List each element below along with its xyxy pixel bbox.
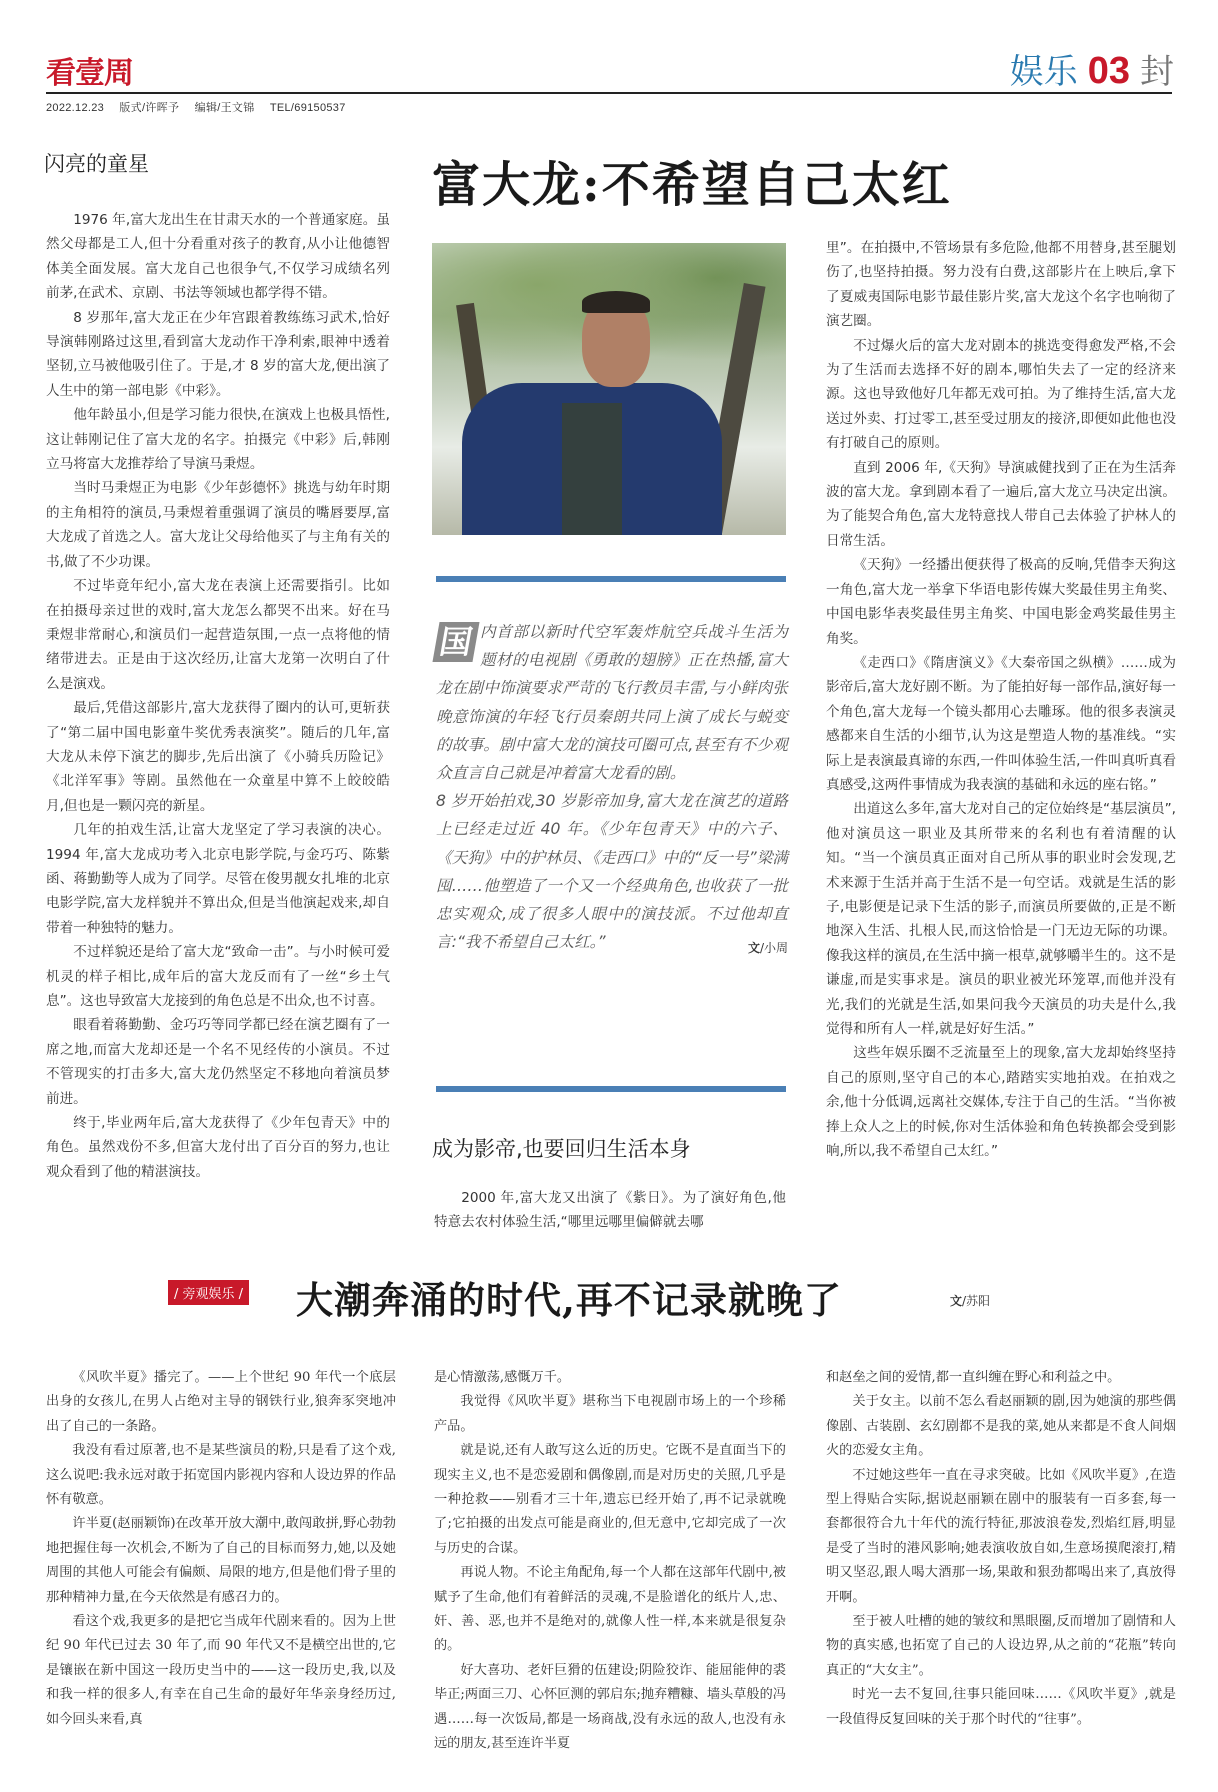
pullquote-top-bar [436,576,786,582]
paragraph: 眼看着蒋勤勤、金巧巧等同学都已经在演艺圈有了一席之地,而富大龙却还是一个名不见经传的小演员。不过不管现实的打击多大,富大龙仍然坚定不移地向着演员梦前进。 [46,1017,390,1107]
telephone: TEL/69150537 [269,102,346,114]
article-title: 富大龙:不希望自己太红 [432,157,952,213]
section-heading-child-star: 闪亮的童星 [44,152,149,176]
paragraph: 2000 年,富大龙又出演了《紫日》。为了演好角色,他特意去农村体验生活,“哪里远哪里偏僻就去哪 [434,1190,786,1231]
paragraph: 是心情激荡,感慨万千。 [434,1370,571,1385]
paragraph: 他年龄虽小,但是学习能力很快,在演戏上也极具悟性,这让韩刚记住了富大龙的名字。拍摄完《中彩》后,韩刚立马将富大龙推荐给了导演马秉煜。 [46,407,390,473]
paragraph: 里”。在拍摄中,不管场景有多危险,他都不用替身,甚至腿划伤了,也坚持拍摄。努力没有白费,这部影片在上映后,拿下了夏威夷国际电影节最佳影片奖,富大龙这个名字也响彻了演艺圈。 [826,240,1176,330]
masthead-rule [46,92,1172,94]
article2-column2 [434,1366,786,1757]
article2-column1 [46,1366,396,1732]
paragraph: 出道这么多年,富大龙对自己的定位始终是“基层演员”,他对演员这一职业及其所带来的名利也有着清醒的认知。“当一个演员真正面对自己所从事的职业时会发现,艺术来源于生活并高于生活不是一句空话。戏就是生活的影子,电影便是记录下生活的影子,而演员所要做的,正是不断地深入生活、扎根人民,而这恰恰是一门无边无际的功课。像我这样的演员,在生活中摘一根草,就够嚼半生的。这不是谦虚,而是实事求是。演员的职业被光环笼罩,而他并没有光,我们的光就是生活,如果问我今天演员的功夫是什么,我觉得和所有人一样,就是好好生活。” [826,801,1176,1037]
column-tag: / 旁观娱乐 / [168,1280,249,1305]
article2-column3 [826,1366,1176,1732]
article2-title: 大潮奔涌的时代,再不记录就晚了 [296,1278,842,1322]
masthead-logo: 看壹周 [46,56,133,91]
pull-quote [436,618,788,963]
pullquote-paragraph-1: 国 内首部以新时代空军轰炸航空兵战斗生活为题材的电视剧《勇敢的翅膀》正在热播,富大龙在剧中饰演要求严苛的飞行教员丰雷,与小鲜肉张晚意饰演的年轻飞行员秦朗共同上演了成长与蜕变的故事。剧中富大龙的演技可圈可点,甚至有不少观众直言自己就是冲着富大龙看的剧。 [436,618,788,787]
article1-column3 [826,236,1176,1163]
issue-date: 2022.12.23 [46,102,105,114]
paragraph: 不过爆火后的富大龙对剧本的挑选变得愈发严格,不会为了生活而去选择不好的剧本,哪怕失去了一定的经济来源。这也导致他好几年都无戏可拍。为了维持生活,富大龙送过外卖、打过零工,甚至受过朋友的接济,即便如此他也没有打破自己的原则。 [826,337,1176,452]
paragraph: 1976 年,富大龙出生在甘肃天水的一个普通家庭。虽然父母都是工人,但十分看重对孩子的教育,从小让他德智体美全面发展。富大龙自己也很争气,不仅学习成绩名列前茅,在武术、京剧、书法等领域也都学得不错。 [46,212,390,302]
pullquote-bottom-bar [436,1086,786,1092]
editor-credit: 编辑/王文锦 [194,102,255,114]
layout-credit: 版式/许晖予 [119,102,180,114]
paragraph: 再说人物。不论主角配角,每一个人都在这部年代剧中,被赋予了生命,他们有着鲜活的灵魂,不是脸谱化的纸片人,忠、奸、善、恶,也并不是绝对的,就像人性一样,本来就是很复杂的。 [434,1565,786,1654]
article1-column2 [434,1186,786,1235]
paragraph: 最后,凭借这部影片,富大龙获得了圈内的认可,更斩获了“第二届中国电影童牛奖优秀表演奖”。随后的几年,富大龙从未停下演艺的脚步,先后出演了《小骑兵历险记》《北洋军事》等剧。虽然他在一众童星中算不上皎皎皓月,但也是一颗闪亮的新星。 [46,700,390,814]
section-tag [1010,44,1174,93]
paragraph: 终于,毕业两年后,富大龙获得了《少年包青天》中的角色。虽然戏份不多,但富大龙付出了百分百的努力,也让观众看到了他的精湛演技。 [46,1115,390,1180]
article1-column1 [46,208,390,1184]
paragraph: 至于被人吐槽的她的皱纹和黑眼圈,反而增加了剧情和人物的真实感,也拓宽了自己的人设边界,从之前的“花瓶”转向真正的“大女主”。 [826,1614,1176,1678]
paragraph: 时光一去不复回,往事只能回味……《风吹半夏》,就是一段值得反复回味的关于那个时代的“往事”。 [826,1687,1176,1727]
paragraph: 就是说,还有人敢写这么近的历史。它既不是直面当下的现实主义,也不是恋爱剧和偶像剧,而是对历史的关照,几乎是一种抢救——别看才三十年,遗忘已经开始了,再不记录就晚了;它拍摄的出发点可能是商业的,但无意中,它却完成了一次与历史的合谋。 [434,1443,786,1556]
paragraph: 这些年娱乐圈不乏流量至上的现象,富大龙却始终坚持自己的原则,坚守自己的本心,踏踏实实地拍戏。在拍戏之余,他十分低调,远离社交媒体,专注于自己的生活。“当你被捧上众人之上的时候,你对生活体验和角色转换都会受到影响,所以,我不希望自己太红。” [826,1045,1176,1160]
paragraph: 不过她这些年一直在寻求突破。比如《风吹半夏》,在造型上得贴合实际,据说赵丽颖在剧中的服装有一百多套,每一套都很符合九十年代的流行特征,那波浪卷发,烈焰红唇,明显是受了当时的港风影响;她表演收放自如,生意场摸爬滚打,精明又坚忍,跟人喝大酒那一场,果敢和狠劲都喝出来了,真放得开啊。 [826,1467,1176,1605]
paragraph: 和赵垒之间的爱情,都一直纠缠在野心和利益之中。 [826,1370,1121,1385]
paragraph: 许半夏(赵丽颖饰)在改革开放大潮中,敢闯敢拼,野心勃勃地把握住每一次机会,不断为了自己的目标而努力,她,以及她周围的其他人可能会有偏颇、局限的地方,但是他们骨子里的那种精神力量,在今天依然是有感召力的。 [46,1516,396,1605]
photo-hair [582,291,650,313]
paragraph: 8 岁那年,富大龙正在少年宫跟着教练练习武术,恰好导演韩刚路过这里,看到富大龙动作干净利索,眼神中透着坚韧,立马被他吸引住了。于是,才 8 岁的富大龙,便出演了人生中的第一部电影《中彩》。 [46,309,390,399]
paragraph: 关于女主。以前不怎么看赵丽颖的剧,因为她演的那些偶像剧、古装剧、玄幻剧都不是我的菜,她从来都是不食人间烟火的恋爱女主角。 [826,1394,1176,1459]
paragraph: 看这个戏,我更多的是把它当成年代剧来看的。因为上世纪 90 年代已过去 30 年了,而 90 年代又不是横空出世的,它是镶嵌在新中国这一段历史当中的——这一段历史,我,以及和我一样的很多人,有幸在自己生命的最好年华亲身经历过,如今回头来看,真 [46,1614,396,1727]
dropcap: 国 [432,622,479,662]
pullquote-credit: 文/小周 [747,941,788,956]
paragraph: 直到 2006 年,《天狗》导演戚健找到了正在为生活奔波的富大龙。拿到剧本看了一遍后,富大龙立马决定出演。为了能契合角色,富大龙特意找人带自己去体验了护林人的日常生活。 [826,459,1176,549]
section-heading-back-to-life: 成为影帝,也要回归生活本身 [432,1137,691,1161]
paragraph: 《风吹半夏》播完了。——上个世纪 90 年代一个底层出身的女孩儿,在男人占绝对主导的钢铁行业,狼奔豕突地冲出了自己的一条路。 [46,1370,396,1434]
issue-byline [46,99,358,115]
paragraph: 当时马秉煜正为电影《少年彭德怀》挑选与幼年时期的主角相符的演员,马秉煜着重强调了演员的嘴唇要厚,富大龙成了首选之人。富大龙让父母给他买了与主角有关的书,做了不少功课。 [46,480,390,570]
paragraph: 好大喜功、老奸巨猾的伍建设;阴险狡诈、能屈能伸的裘毕正;两面三刀、心怀叵测的郭启东;抛弃糟糠、墙头草般的冯遇……每一次饭局,都是一场商战,没有永远的敌人,也没有永远的朋友,甚至连许半夏 [434,1662,786,1752]
paragraph: 《天狗》一经播出便获得了极高的反响,凭借李天狗这一角色,富大龙一举拿下华语电影传媒大奖最佳男主角奖、中国电影华表奖最佳男主角奖、中国电影金鸡奖最佳男主角奖。 [826,557,1176,647]
paragraph: 不过样貌还是给了富大龙“致命一击”。与小时候可爱机灵的样子相比,成年后的富大龙反而有了一丝“乡土气息”。这也导致富大龙接到的角色总是不出众,也不讨喜。 [46,944,390,1009]
portrait-photo [432,243,786,535]
paragraph: 《走西口》《隋唐演义》《大秦帝国之纵横》……成为影帝后,富大龙好剧不断。为了能拍好每一部作品,演好每一个角色,富大龙每一个镜头都用心去雕琢。他的很多表演灵感都来自生活的小细节,认为这是塑造人物的基准线。“实际上是表演最真谛的东西,一件叫体验生活,一件叫真听真看真感受,这两件事情成为我表演的基础和永远的座右铭。” [826,654,1176,793]
page-number: 03 [1087,50,1130,92]
paragraph: 我觉得《风吹半夏》堪称当下电视剧市场上的一个珍稀产品。 [434,1394,786,1434]
paragraph: 几年的拍戏生活,让富大龙坚定了学习表演的决心。1994 年,富大龙成功考入北京电影学院,与金巧巧、陈紫函、蒋勤勤等人成为了同学。尽管在俊男靓女扎堆的北京电影学院,富大龙样貌并不算出众,但是当他演起戏来,却自带着一种独特的魅力。 [46,822,390,936]
page-label: 封 [1140,52,1174,92]
paragraph: 不过毕竟年纪小,富大龙在表演上还需要指引。比如在拍摄母亲过世的戏时,富大龙怎么都哭不出来。好在马秉煜非常耐心,和演员们一起营造氛围,一点一点将他的情绪带进去。正是由于这次经历,让富大龙第一次明白了什么是演戏。 [46,578,390,692]
photo-shirt [562,403,622,535]
pullquote-paragraph-2: 8 岁开始拍戏,30 岁影帝加身,富大龙在演艺的道路上已经走过近 40 年。《少年包青天》中的六子、《天狗》中的护林员、《走西口》中的“反一号”梁满囤……他塑造了一个又一个经典角色,也收获了一批忠实观众,成了很多人眼中的演技派。不过他却直言:“我不希望自己太红。” [436,792,788,952]
article2-credit: 文/苏阳 [950,1294,991,1308]
section-name: 娱乐 [1009,52,1078,92]
paragraph: 我没有看过原著,也不是某些演员的粉,只是看了这个戏,这么说吧:我永远对敢于拓宽国内影视内容和人设边界的作品怀有敬意。 [46,1443,396,1508]
